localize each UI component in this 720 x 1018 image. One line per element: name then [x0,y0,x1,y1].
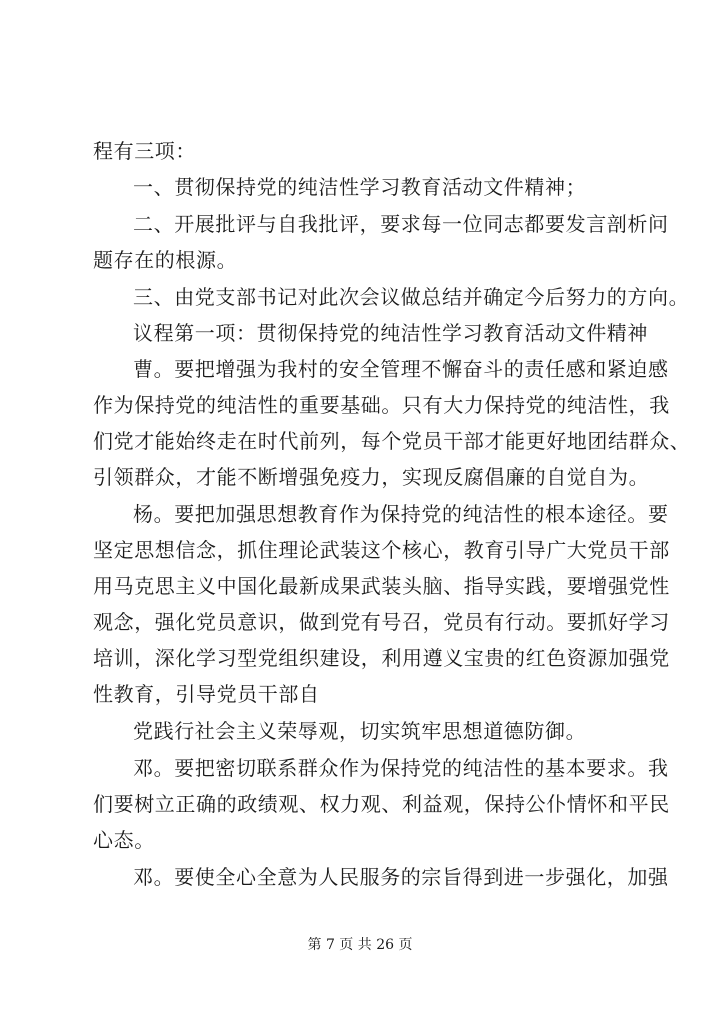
text-line: 程有三项： [93,139,196,163]
text-line: 邓。要把密切联系群众作为保持党的纯洁性的基本要求。我 [133,756,669,780]
text-line: 用马克思主义中国化最新成果武装头脑、指导实践，要增强党性 [93,574,670,598]
text-line: 邓。要使全心全意为人民服务的宗旨得到进一步强化，加强 [133,865,669,889]
text-line: 一、贯彻保持党的纯洁性学习教育活动文件精神； [133,175,587,199]
text-line: 心态。 [93,828,155,852]
text-line: 培训，深化学习型党组织建设，利用遵义宝贵的红色资源加强党 [93,646,670,670]
text-line: 坚定思想信念，抓住理论武装这个核心，教育引导广大党员干部 [93,538,670,562]
text-line: 议程第一项：贯彻保持党的纯洁性学习教育活动文件精神 [133,321,648,345]
text-line: 杨。要把加强思想教育作为保持党的纯洁性的根本途径。要 [133,502,669,526]
text-line: 题存在的根源。 [93,248,238,272]
text-line: 二、开展批评与自我批评，要求每一位同志都要发言剖析问 [133,212,669,236]
text-line: 曹。要把增强为我村的安全管理不懈奋斗的责任感和紧迫感 [133,357,669,381]
page-number-footer: 第 7 页 共 26 页 [307,937,413,953]
text-line: 三、由党支部书记对此次会议做总结并确定今后努力的方向。 [133,285,690,309]
text-line: 观念，强化党员意识，做到党有号召，党员有行动。要抓好学习 [93,610,670,634]
text-line: 们要树立正确的政绩观、权力观、利益观，保持公仆情怀和平民 [93,792,670,816]
text-line: 党践行社会主义荣辱观，切实筑牢思想道德防御。 [133,719,587,743]
text-line: 们党才能始终走在时代前列，每个党员干部才能更好地团结群众、 [93,429,691,453]
text-line: 引领群众，才能不断增强免疫力，实现反腐倡廉的自觉自为。 [93,465,650,489]
text-line: 作为保持党的纯洁性的重要基础。只有大力保持党的纯洁性，我 [93,393,670,417]
text-line: 性教育，引导党员干部自 [93,682,320,706]
